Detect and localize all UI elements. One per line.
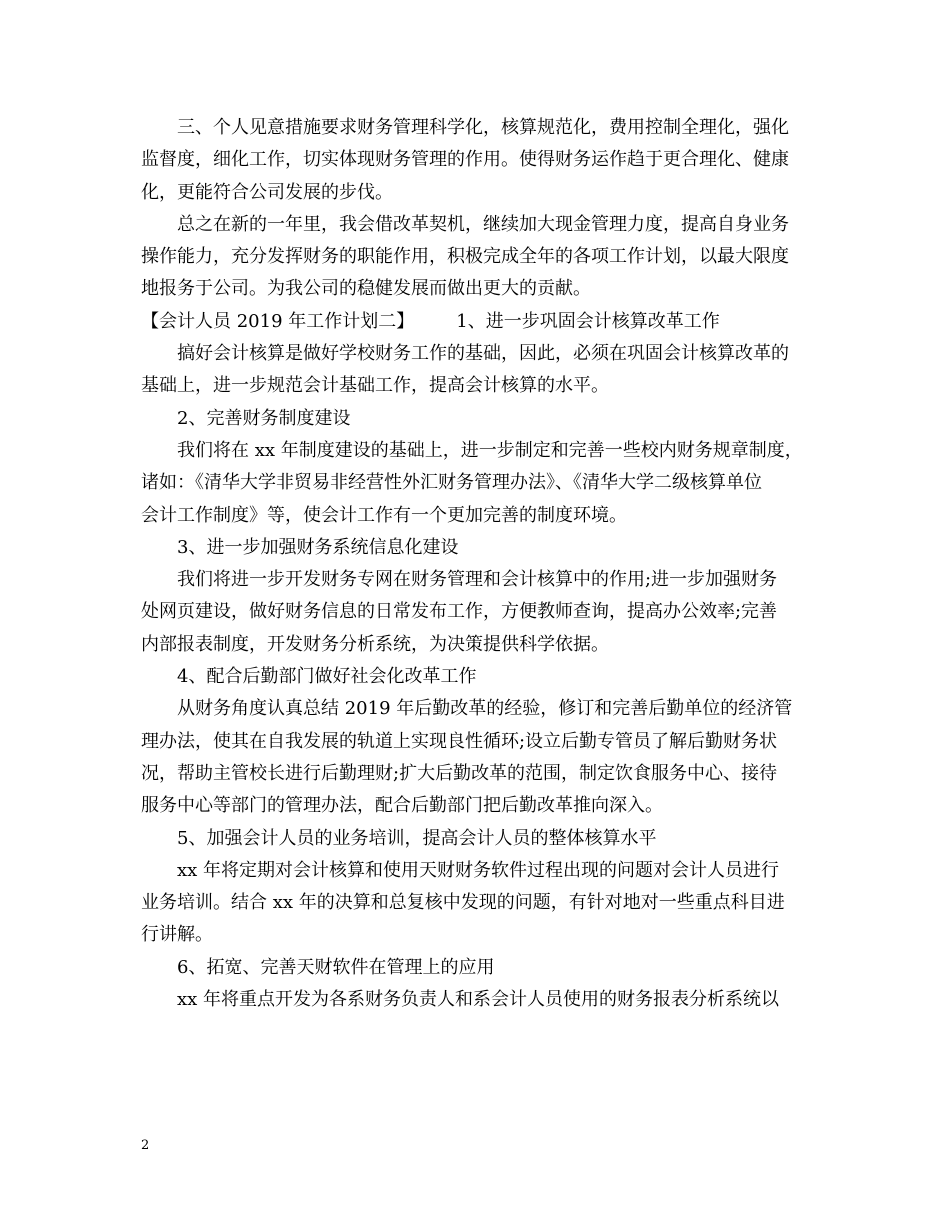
text-line: 地报务于公司。为我公司的稳健发展而做出更大的贡献。 [141, 278, 591, 300]
text-line: 总之在新的一年里，我会借改革契机，继续加大现金管理力度，提高自身业务 [177, 213, 789, 235]
text-line: 我们将在 xx 年制度建设的基础上，进一步制定和完善一些校内财务规章制度， [177, 439, 803, 461]
section-first-item: 1、进一步巩固会计核算改革工作 [456, 310, 720, 332]
text-line: 理办法，使其在自我发展的轨道上实现良性循环;设立后勤专管员了解后勤财务状 [141, 730, 778, 752]
page-number: 2 [141, 1138, 150, 1153]
text-line: 4、配合后勤部门做好社会化改革工作 [177, 666, 477, 688]
paragraph-block-before [141, 112, 821, 306]
text-line: 业务培训。结合 xx 年的决算和总复核中发现的问题，有针对地对一些重点科目进 [141, 892, 785, 914]
text-line: 况，帮助主管校长进行后勤理财;扩大后勤改革的范围，制定饮食服务中心、接待 [141, 762, 778, 784]
text-line: 行讲解。 [141, 924, 213, 946]
text-line: 从财务角度认真总结 2019 年后勤改革的经验，修订和完善后勤单位的经济管 [177, 698, 793, 720]
text-line: 监督度，细化工作，切实体现财务管理的作用。使得财务运作趋于更合理化、健康 [141, 149, 789, 171]
text-line: 3、进一步加强财务系统信息化建设 [177, 536, 459, 558]
text-line: 化，更能符合公司发展的步伐。 [141, 181, 393, 203]
text-line: 我们将进一步开发财务专网在财务管理和会计核算中的作用;进一步加强财务 [177, 569, 778, 591]
text-line: 内部报表制度，开发财务分析系统，为决策提供科学依据。 [141, 633, 609, 655]
section-heading-title: 【会计人员 2019 年工作计划二】 [141, 310, 415, 332]
text-line: 2、完善财务制度建设 [177, 407, 351, 429]
text-line: 诸如：《清华大学非贸易非经营性外汇财务管理办法》、《清华大学二级核算单位 [141, 472, 762, 494]
paragraph-block-after [141, 338, 821, 1016]
section-heading-line [141, 306, 821, 338]
text-line: 搞好会计核算是做好学校财务工作的基础，因此，必须在巩固会计核算改革的 [177, 343, 789, 365]
text-line: 5、加强会计人员的业务培训，提高会计人员的整体核算水平 [177, 827, 657, 849]
text-line: 6、拓宽、完善天财软件在管理上的应用 [177, 956, 495, 978]
text-line: xx 年将定期对会计核算和使用天财财务软件过程出现的问题对会计人员进行 [177, 859, 780, 881]
text-line: 服务中心等部门的管理办法，配合后勤部门把后勤改革推向深入。 [141, 795, 663, 817]
document-body [141, 112, 821, 1016]
text-line: 处网页建设，做好财务信息的日常发布工作，方便教师查询，提高办公效率;完善 [141, 601, 778, 623]
text-line: 基础上，进一步规范会计基础工作，提高会计核算的水平。 [141, 375, 609, 397]
text-line: 三、个人见意措施要求财务管理科学化，核算规范化，费用控制全理化，强化 [177, 117, 789, 138]
text-line: xx 年将重点开发为各系财务负责人和系会计人员使用的财务报表分析系统以 [177, 989, 780, 1011]
text-line: 会计工作制度》等，使会计工作有一个更加完善的制度环境。 [141, 504, 627, 526]
text-line: 操作能力，充分发挥财务的职能作用，积极完成全年的各项工作计划，以最大限度 [141, 246, 789, 268]
